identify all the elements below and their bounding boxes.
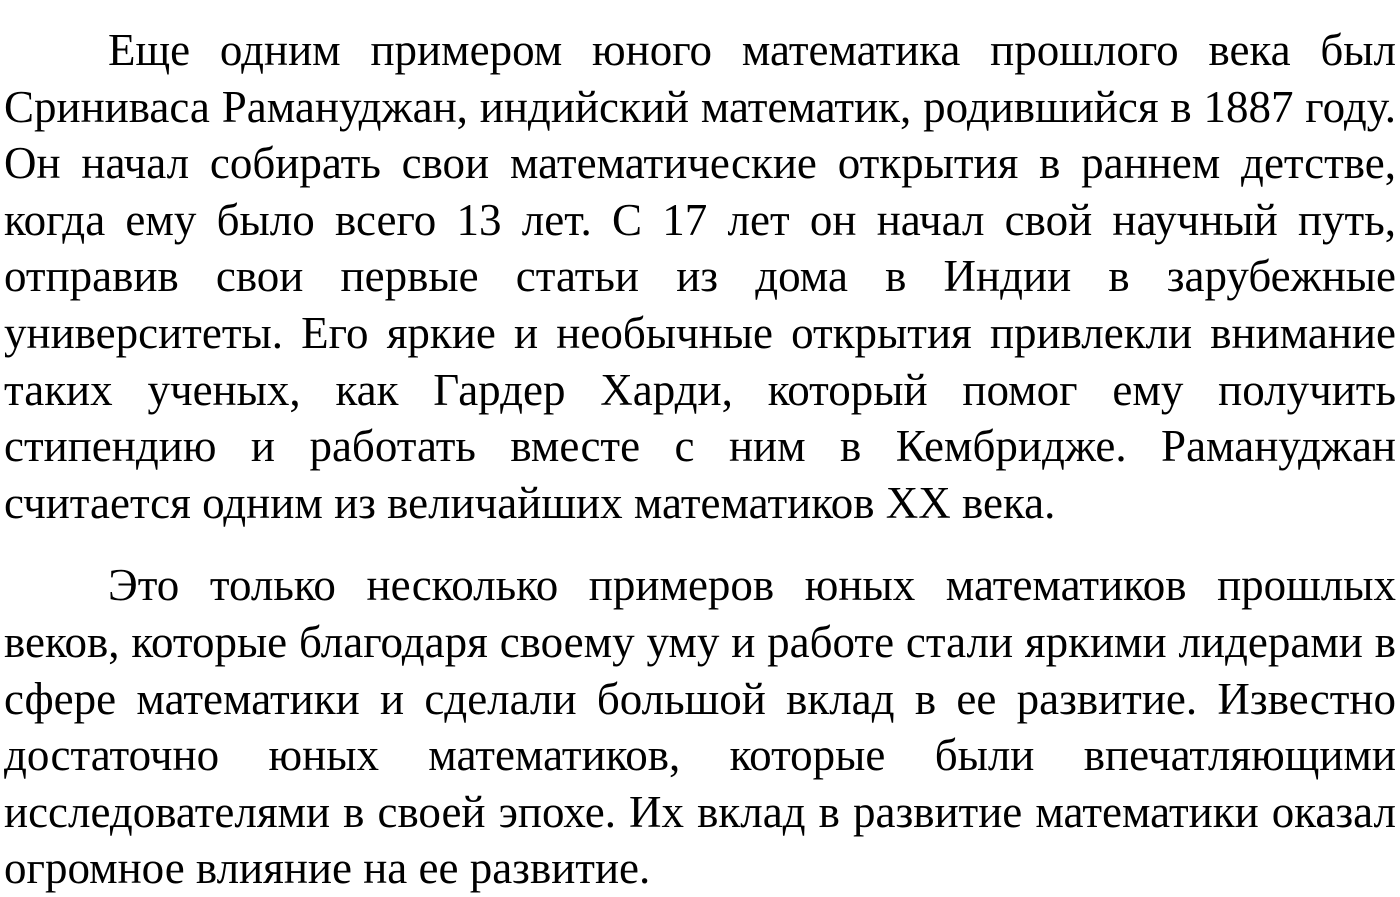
paragraph-ramanujan: Еще одним примером юного математика прошлого века был Сриниваса Рамануджан, индийский математик, родившийся в 1887 году. Он начал собирать свои математические открытия в раннем детстве, когда ему было всего 13 лет. С 17 лет он начал свой научный путь, отправив свои первые статьи из дома в Индии в зарубежные университеты. Его яркие и необычные открытия привлекли внимание таких ученых, как Гардер Харди, который помог ему получить стипендию и работать вместе с ним в Кембридже. Рамануджан считается одним из величайших математиков XX века. xyxy=(4,25,1396,528)
document-page xyxy=(4,22,1396,897)
paragraph-conclusion: Это только несколько примеров юных математиков прошлых веков, которые благодаря своему уму и работе стали яркими лидерами в сфере математики и сделали большой вклад в ее развитие. Известно достаточно юных математиков, которые были впечатляющими исследователями в своей эпохе. Их вклад в развитие математики оказал огромное влияние на ее развитие. xyxy=(4,560,1396,894)
